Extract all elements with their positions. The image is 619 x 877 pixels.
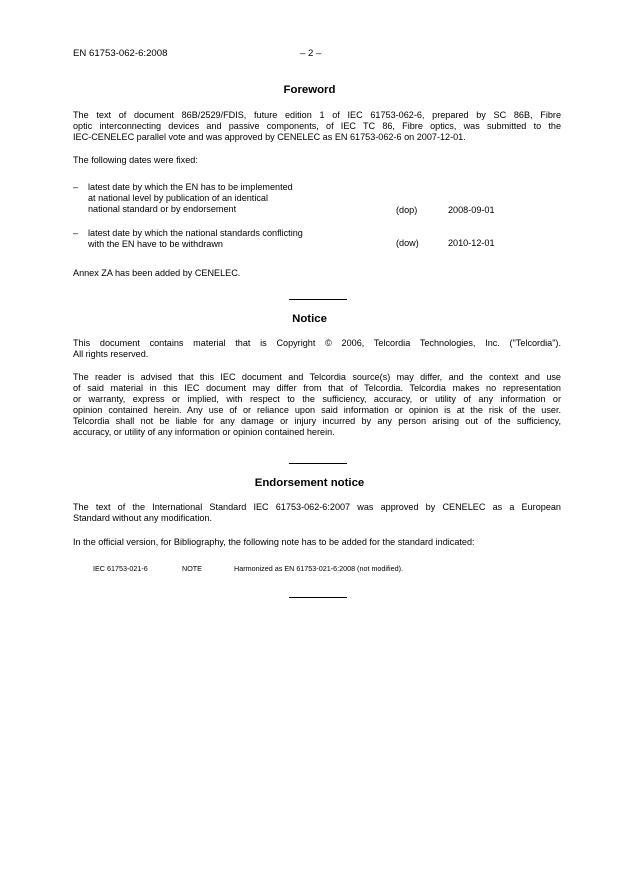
list-dash: – — [73, 182, 79, 192]
notice-heading: Notice — [292, 313, 327, 325]
document-id: EN 61753-062-6:2008 — [73, 48, 168, 59]
notice-paragraph-line: Telcordia shall not be liable for any damage or injury incurred by any person arising out of the sufficiency, — [73, 416, 561, 426]
date-item-line: with the EN have to be withdrawn — [88, 239, 223, 249]
date-item-line: at national level by publication of an identical — [88, 193, 268, 203]
annex-statement: Annex ZA has been added by CENELEC. — [73, 268, 241, 278]
notice-paragraph-line: of said material in this IEC document may differ from that of Telcordia. Telcordia makes no representation — [73, 383, 561, 393]
date-item-description — [88, 182, 338, 215]
notice-paragraph-line: All rights reserved. — [73, 349, 149, 359]
date-value: 2010-12-01 — [448, 238, 495, 248]
date-value: 2008-09-01 — [448, 205, 495, 215]
list-dash: – — [73, 228, 79, 238]
notice-paragraph-line: This document contains material that is Copyright © 2006, Telcordia Technologies, Inc. ("Telcordia"). — [73, 338, 561, 348]
notice-paragraph-line: The reader is advised that this IEC document and Telcordia source(s) may differ, and the context and use — [73, 372, 561, 382]
section-divider — [289, 299, 347, 300]
notice-paragraph-line: or warranty, express or implied, with respect to the sufficiency, accuracy, or utility of any information or — [73, 394, 561, 404]
endorsement-paragraph — [73, 502, 561, 524]
foreword-heading: Foreword — [283, 84, 336, 96]
note-standard: IEC 61753-021-6 — [93, 564, 148, 573]
endorsement-heading: Endorsement notice — [254, 477, 365, 489]
date-code: (dow) — [396, 238, 419, 248]
notice-paragraph-line: opinion contained herein. Any use of or reliance upon said information or opinion is at the risk of the user. — [73, 405, 561, 415]
note-text: Harmonized as EN 61753-021-6:2008 (not modified). — [234, 564, 404, 573]
date-item-line: latest date by which the EN has to be implemented — [88, 182, 293, 192]
notice-disclaimer-paragraph — [73, 372, 561, 438]
notice-copyright-paragraph — [73, 338, 561, 360]
section-divider — [289, 597, 347, 598]
section-divider — [289, 463, 347, 464]
endorsement-paragraph-line: Standard without any modification. — [73, 513, 213, 523]
foreword-paragraph-line: IEC-CENELEC parallel vote and was approved by CENELEC as EN 61753-062-6 on 2007-12-01. — [73, 132, 466, 142]
endorsement-paragraph-line: The text of the International Standard IEC 61753-062-6:2007 was approved by CENELEC as a European — [73, 502, 561, 512]
foreword-paragraph-line: The text of document 86B/2529/FDIS, future edition 1 of IEC 61753-062-6, prepared by SC 86B, Fibre — [73, 110, 561, 120]
bibliography-instruction: In the official version, for Bibliography, the following note has to be added for the standard indicated: — [73, 537, 475, 547]
foreword-paragraph — [73, 110, 561, 143]
date-item-line: national standard or by endorsement — [88, 204, 237, 214]
page-number: – 2 – — [300, 48, 322, 59]
dates-intro: The following dates were fixed: — [73, 155, 198, 165]
date-code: (dop) — [396, 205, 418, 215]
date-item-description — [88, 228, 358, 250]
note-label: NOTE — [182, 564, 202, 573]
notice-paragraph-line: accuracy, or utility of any information or opinion contained herein. — [73, 427, 335, 437]
date-item-line: latest date by which the national standards conflicting — [88, 228, 303, 238]
foreword-paragraph-line: optic interconnecting devices and passive components, of IEC TC 86, Fibre optics, was submitted to the — [73, 121, 561, 131]
